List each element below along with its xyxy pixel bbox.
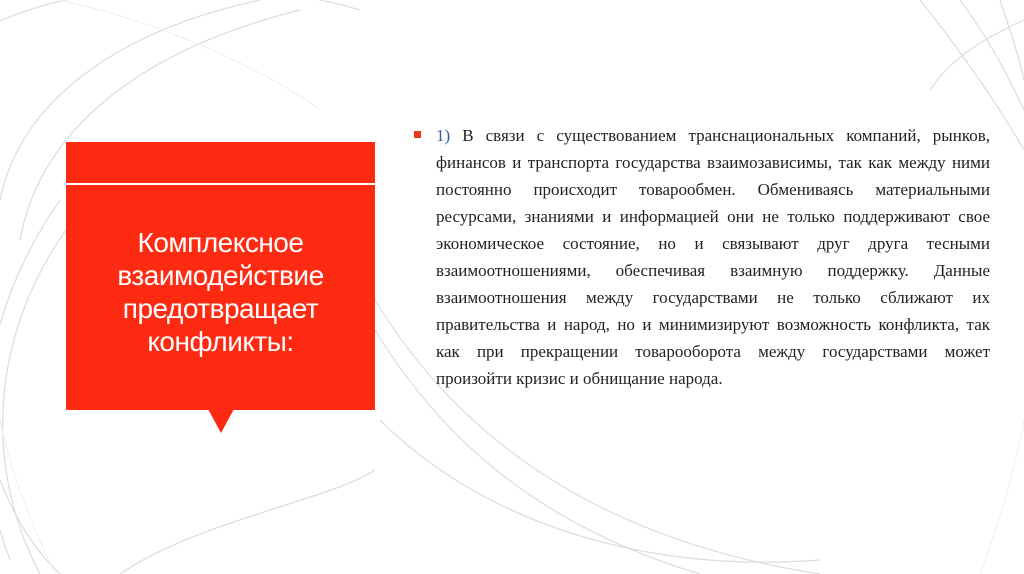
arc-11 — [960, 0, 1024, 110]
arc-1 — [0, 0, 360, 30]
title-divider — [66, 183, 375, 185]
list-number: 1) — [436, 126, 451, 145]
arc-8 — [380, 420, 820, 562]
arc-3 — [3, 230, 66, 574]
arc-17 — [980, 420, 1024, 574]
bullet-icon — [414, 131, 421, 138]
arc-16 — [60, 0, 320, 110]
arc-13 — [120, 470, 375, 574]
title-pointer — [208, 409, 234, 433]
arc-14 — [0, 480, 60, 574]
arc-15 — [0, 420, 55, 574]
slide-title: Комплексное взаимодействие предотвращает конфликты: — [117, 227, 324, 357]
body-text: В связи с существованием транснациональных компаний, рынков, финансов и транспорта государства взаимозависимы, так как между ними постоянно происходит товарообмен. Обмениваясь материальными ресурсами, знаниями и информацией они не только поддерживают свое экономическое состояние, но и связывают друг друга тесными взаимоотношениями, обеспечивая взаимную поддержку. Данные взаимоотношения между государствами не только сближают их правительства и народ, но и минимизируют возможность конфликта, так как при прекращении товарооборота между государствами может произойти кризис и обнищание народа. — [436, 126, 990, 388]
body-paragraph — [436, 122, 990, 392]
